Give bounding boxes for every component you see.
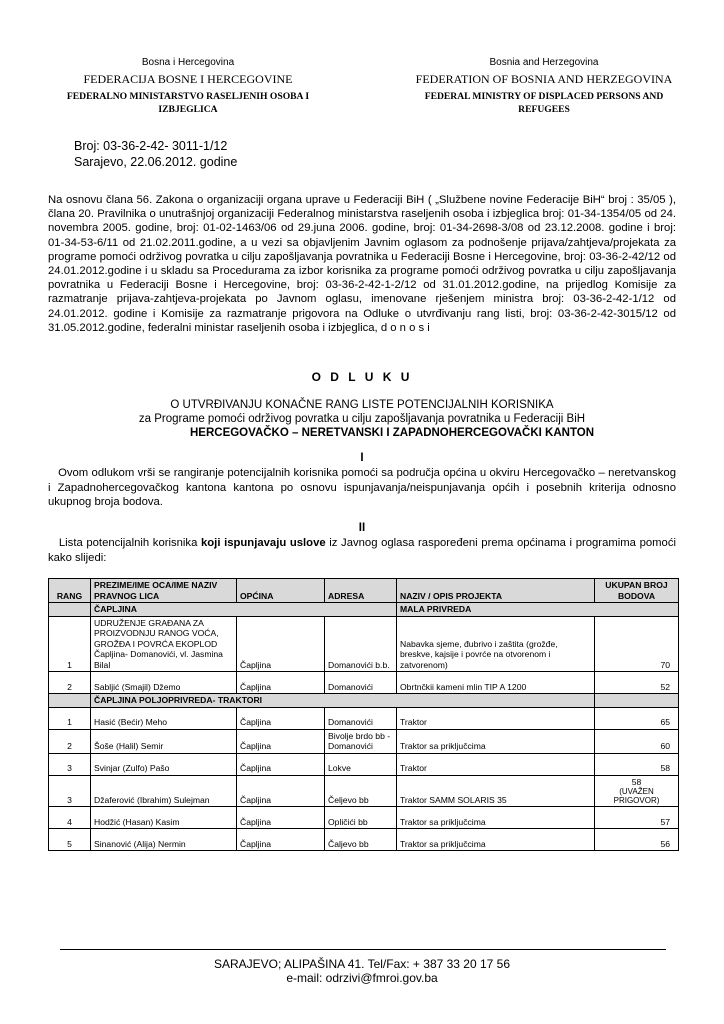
cell-opcina: Čapljina	[237, 753, 325, 775]
group-1-opcina: ČAPLJINA	[91, 603, 397, 617]
cell-bodovi-value: 58	[631, 776, 642, 787]
cell-adresa: Bivolje brdo bb - Domanovići	[325, 729, 397, 753]
cell-opcina: Čapljina	[237, 829, 325, 851]
cell-rang: 2	[49, 672, 91, 694]
table-row	[49, 829, 679, 851]
footer-email: e-mail: odrzivi@fmroi.gov.ba	[286, 971, 438, 985]
cell-rang: 2	[49, 729, 91, 753]
header-bodovi: UKUPAN BROJ BODOVA	[595, 579, 679, 603]
header-right-federation: FEDERATION OF BOSNIA AND HERZEGOVINA	[415, 72, 673, 86]
table-row	[49, 775, 679, 807]
cell-name: Sabljić (Smajil) Džemo	[91, 672, 237, 694]
cell-adresa: Domanovići	[325, 707, 397, 729]
cell-bodovi: 70	[595, 616, 679, 672]
footer-address: SARAJEVO; ALIPAŠINA 41. Tel/Fax: + 387 33 20 17 56	[213, 957, 511, 971]
cell-projekt: Traktor	[397, 753, 595, 775]
group-1-band	[49, 603, 679, 617]
cell-opcina: Čapljina	[237, 807, 325, 829]
table-row	[49, 729, 679, 753]
cell-name: Hasić (Bećir) Meho	[91, 707, 237, 729]
cell-bodovi: 58	[595, 753, 679, 775]
cell-bodovi: 65	[595, 707, 679, 729]
cell-opcina: Čapljina	[237, 672, 325, 694]
footer-divider	[60, 949, 666, 950]
header-left-country: Bosna i Hercegovina	[141, 57, 235, 68]
cell-adresa: Domanovići b.b.	[325, 616, 397, 672]
header-projekt: NAZIV / OPIS PROJEKTA	[397, 579, 595, 603]
cell-adresa: Lokve	[325, 753, 397, 775]
table-row	[49, 672, 679, 694]
cell-opcina: Čapljina	[237, 729, 325, 753]
header-right	[394, 56, 694, 116]
cell-projekt: Traktor	[397, 707, 595, 729]
cell-bodovi: 56	[595, 829, 679, 851]
section-1-body: Ovom odlukom vrši se rangiranje potencijalnih korisnika pomoći sa područja općina u okviru Hercegovačko – neretvanskog i Zapadnohercegovačkog kantona kantona po osnovu ispunjavanja/neispunjavanja općih i posebnih kriterija odnosno ukupnog broja bodova.	[48, 467, 676, 508]
reference-number: Broj: 03-36-2-42- 3011-1/12	[74, 139, 228, 153]
cell-rang: 1	[49, 616, 91, 672]
cell-name: Šoše (Halil) Semir	[91, 729, 237, 753]
cell-adresa: Domanovići	[325, 672, 397, 694]
table-row	[49, 753, 679, 775]
cell-opcina: Čapljina	[237, 616, 325, 672]
cell-rang: 5	[49, 829, 91, 851]
header-opcina: OPĆINA	[237, 579, 325, 603]
cell-adresa: Čaljevo bb	[325, 829, 397, 851]
cell-bodovi	[595, 775, 679, 807]
intro-paragraph: Na osnovu člana 56. Zakona o organizaciji organa uprave u Federaciji BiH ( „Službene novine Federacije BiH“ broj : 35/05 ), člana 20. Pravilnika o unutrašnjoj organizaciji Federalnog ministarstva raseljenih osoba i izbjeglica broj: 01-34-1354/05 od 24. novembra 2005. godine, broj: 01-02-1463/06 od 29.juna 2006. godine, broj: 01-34-2698-3/08 od 23.12.2008. godine i broj: 01-34-53-6/11 od 21.02.2011.godine, a u vezi sa objavljenim Javnim oglasom za podnošenje prijava/zahtjeva/projekata za programe pomoći održivog povratka u cilju zapošljavanja povratnika u Federaciji Bosne i Hercegovine, broj: 03-36-2-42/12 od 24.01.2012.godine i u skladu sa Procedurama za izbor korisnika za programe pomoći održivog povratka u cilju zapošljavanja povratnika u Federaciji Bosne i Hercegovine, broj: 03-36-2-42-1-2/12 od 31.01.2012.godine, na prijedlog Komisije za razmatranje prijava-zahtjeva-projekata po Javnom oglasu, imenovane rješenjem ministra broj: 03-36-2-42-1/12 od 24.01.2012. godine i Komisije za razmatranje prigovora na Odluke o utvrđivanju rang listi, broj: 03-36-2-42-3015/12 od 31.05.2012.godine, federalni ministar raseljenih osoba i izbjeglica, d o n o s i	[48, 194, 676, 334]
decision-subtitle-3: HERCEGOVAČKO – NERETVANSKI I ZAPADNOHERCEGOVAČKI KANTON	[189, 427, 595, 439]
ranking-table	[48, 578, 679, 851]
cell-opcina: Čapljina	[237, 707, 325, 729]
cell-rang: 4	[49, 807, 91, 829]
header-left-ministry-line2: IZBJEGLICA	[158, 104, 218, 115]
section-2-text	[48, 536, 676, 565]
cell-name: Hodžić (Hasan) Kasim	[91, 807, 237, 829]
cell-name: Sinanović (Alija) Nermin	[91, 829, 237, 851]
decision-title: O D L U K U	[311, 370, 413, 384]
cell-projekt: Traktor sa priključcima	[397, 807, 595, 829]
header-left	[38, 56, 338, 116]
decision-subtitle-2: za Programe pomoći održivog povratka u cilju zapošljavanja povratnika u Federaciji BiH	[138, 413, 586, 425]
group-2-band	[49, 694, 679, 708]
header-adresa: ADRESA	[325, 579, 397, 603]
header-rang: RANG	[49, 579, 91, 603]
table-row	[49, 707, 679, 729]
section-2-text-bold: koji ispunjavaju uslove	[201, 537, 326, 549]
group-2-title: ČAPLJINA POLJOPRIVREDA- TRAKTORI	[91, 694, 595, 708]
cell-adresa: Opličići bb	[325, 807, 397, 829]
cell-rang: 3	[49, 775, 91, 807]
cell-projekt: Obrtnčkii kameni mlin TIP A 1200	[397, 672, 595, 694]
group-1-program: MALA PRIVREDA	[397, 603, 679, 617]
cell-name: Svinjar (Zulfo) Pašo	[91, 753, 237, 775]
table-row	[49, 616, 679, 672]
reference-place-date: Sarajevo, 22.06.2012. godine	[74, 155, 238, 169]
header-name: PREZIME/IME OCA/IME NAZIV PRAVNOG LICA	[91, 579, 237, 603]
section-1-number: I	[360, 452, 364, 464]
header-left-ministry-line1: FEDERALNO MINISTARSTVO RASELJENIH OSOBA I	[66, 91, 310, 102]
table-row	[49, 807, 679, 829]
cell-rang: 3	[49, 753, 91, 775]
appeal-note: (UVAŽEN PRIGOVOR)	[613, 787, 660, 805]
cell-adresa: Čeljevo bb	[325, 775, 397, 807]
section-2-text-after: iz Javnog oglasa raspoređeni prema općinama i programima pomoći kako slijedi:	[48, 537, 676, 564]
cell-projekt: Traktor sa priključcima	[397, 729, 595, 753]
cell-bodovi: 57	[595, 807, 679, 829]
cell-projekt: Traktor SAMM SOLARIS 35	[397, 775, 595, 807]
cell-name: Džaferović (Ibrahim) Sulejman	[91, 775, 237, 807]
cell-opcina: Čapljina	[237, 775, 325, 807]
section-2-number: II	[358, 522, 366, 534]
header-right-ministry-line1: FEDERAL MINISTRY OF DISPLACED PERSONS AND	[424, 91, 664, 102]
header-right-ministry-line2: REFUGEES	[518, 104, 570, 115]
cell-name: UDRUŽENJE GRAĐANA ZA PROIZVODNJU RANOG VOĆA, GROŽĐA I POVRĆA EKOPLOD Čapljina- Domanovići, vl. Jasmina Bilal	[91, 616, 237, 672]
reference-block	[74, 138, 237, 170]
cell-rang: 1	[49, 707, 91, 729]
cell-projekt: Nabavka sjeme, đubrivo i zaštita (grožđe, breskve, kajsije i povrće na otvorenom i zatvorenom)	[397, 616, 595, 672]
cell-projekt: Traktor sa priključcima	[397, 829, 595, 851]
cell-bodovi: 60	[595, 729, 679, 753]
table-header-row	[49, 579, 679, 603]
section-1-text	[48, 466, 676, 510]
header-right-country: Bosnia and Herzegovina	[489, 57, 599, 68]
decision-subtitle-1: O UTVRĐIVANJU KONAČNE RANG LISTE POTENCIJALNIH KORISNIKA	[170, 399, 554, 411]
header-left-federation: FEDERACIJA BOSNE I HERCEGOVINE	[83, 72, 293, 86]
section-2-text-before: Lista potencijalnih korisnika	[58, 537, 201, 549]
cell-bodovi: 52	[595, 672, 679, 694]
